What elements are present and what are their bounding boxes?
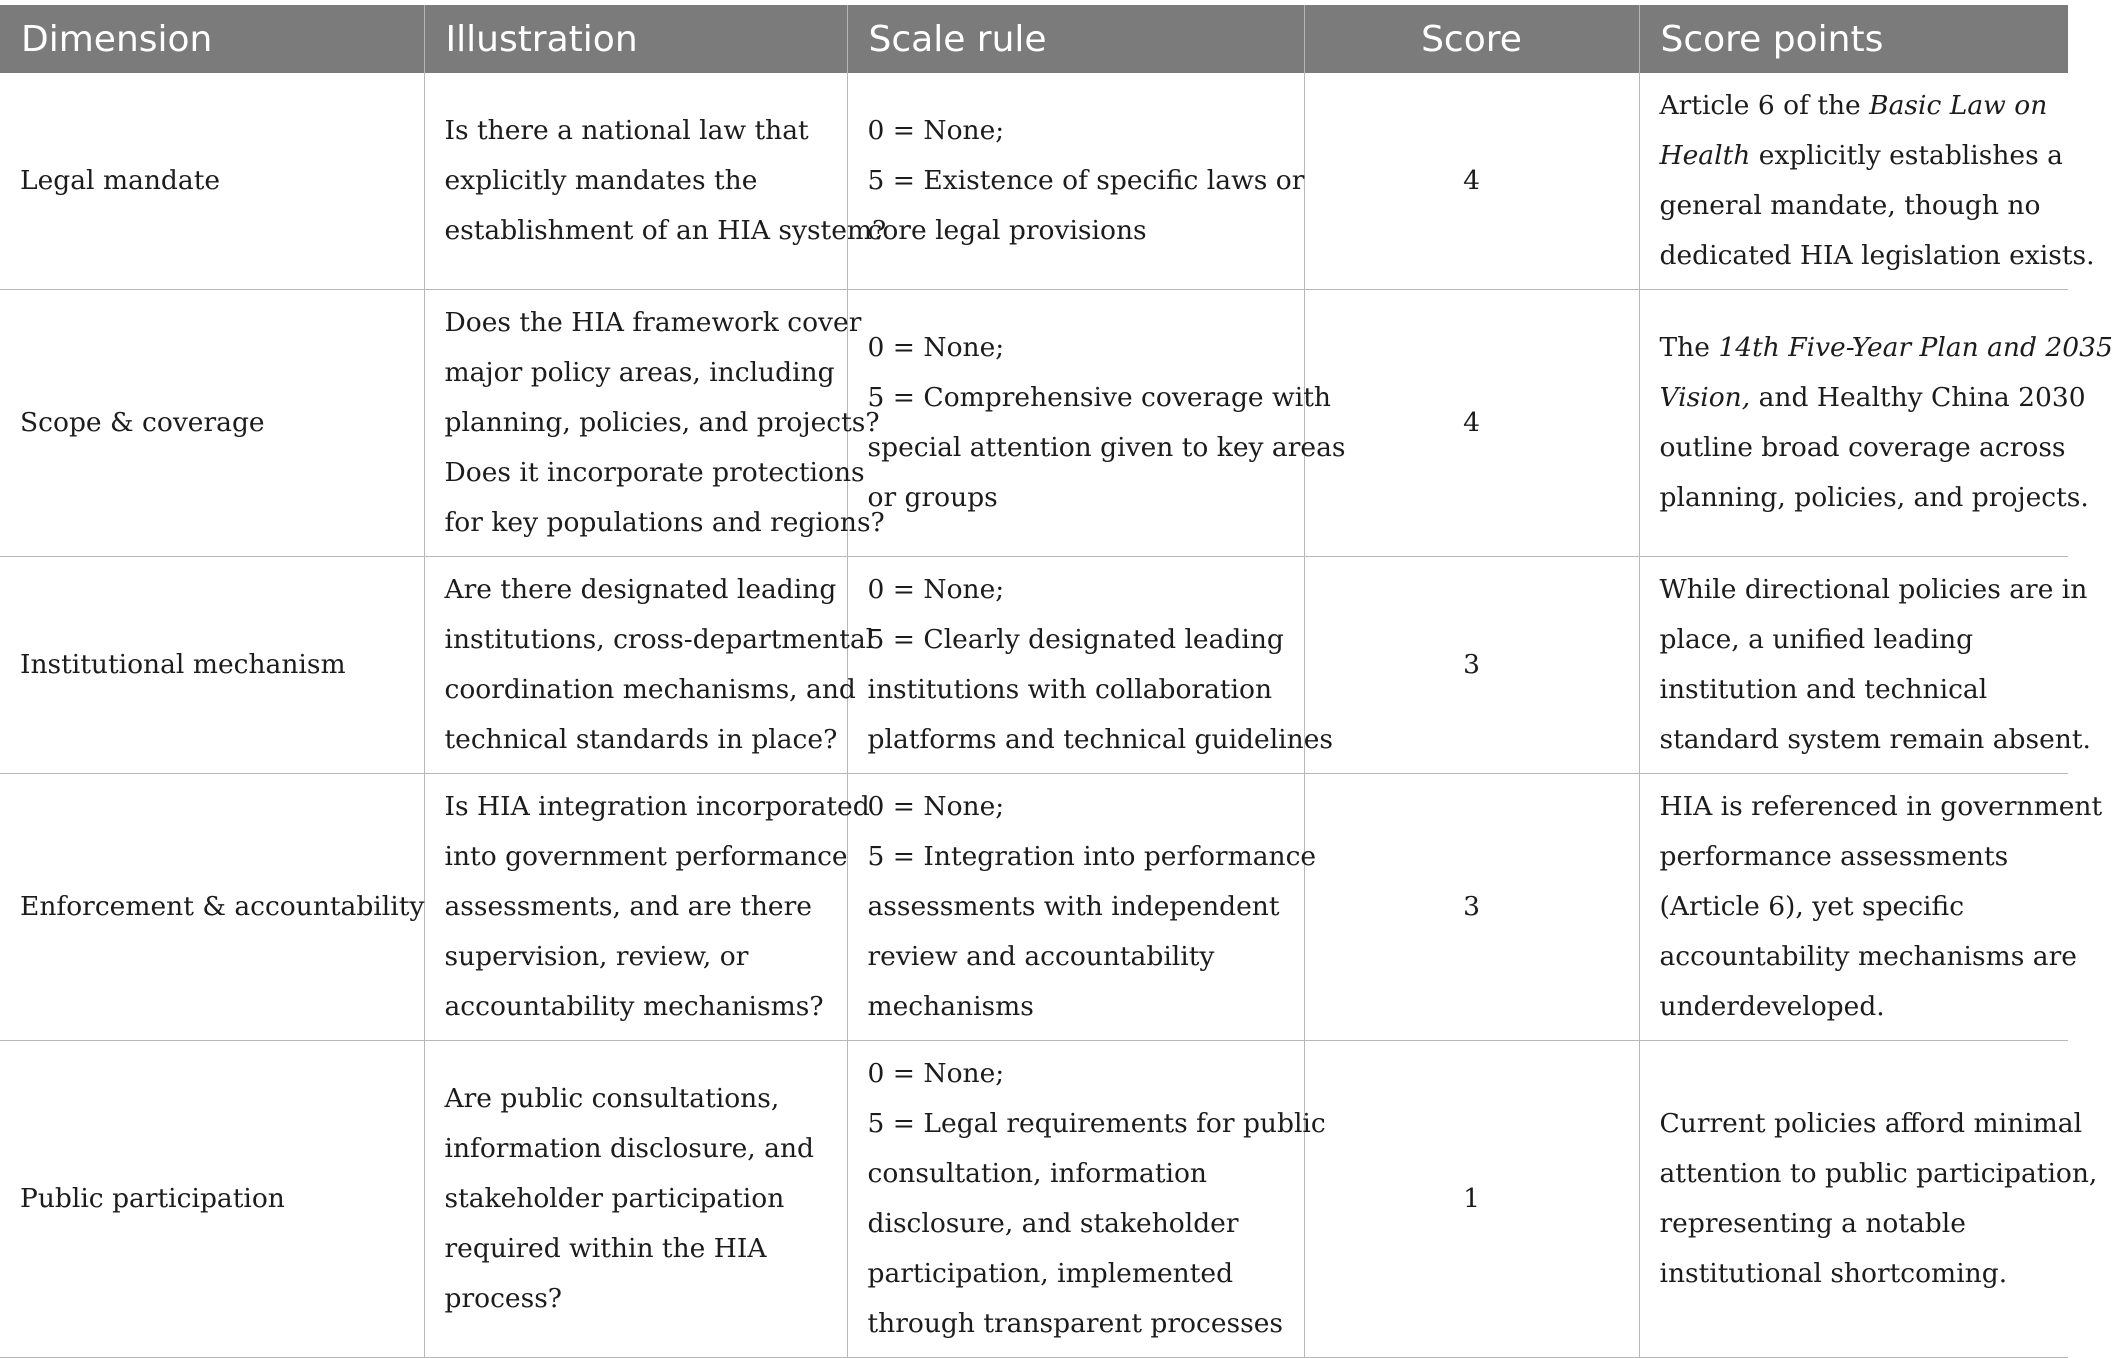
text-line: institutions with collaboration [867,674,1273,705]
cell-scale-rule [847,557,1333,774]
text-line: 0 = None; [867,791,1005,822]
text-run: and Healthy China 2030 [1750,382,2086,413]
text-line: 5 = Existence of specific laws or [867,165,1305,196]
text-line: Is HIA integration incorporated [444,791,870,822]
cell-score: 4 [1304,73,1639,290]
text-line: Current policies afford minimal [1659,1108,2083,1139]
cell-illustration [424,73,887,290]
table-row [0,73,2068,290]
italic-text-run: Vision, [1659,382,1751,413]
text-line: underdeveloped. [1659,991,1885,1022]
text-line [1660,81,2049,131]
text-line: (Article 6), yet specific [1659,891,1965,922]
cell-illustration [424,557,875,774]
cell-dimension: Scope & coverage [0,290,424,557]
table-header [0,5,2068,73]
text-line: process? [444,1283,563,1314]
text-line: accountability mechanisms? [444,991,824,1022]
text-line: 0 = None; [867,115,1005,146]
text-line: representing a notable [1659,1208,1966,1239]
text-line: Are public consultations, [444,1083,780,1114]
text-line [1659,131,2063,181]
text-line: required within the HIA [444,1233,767,1264]
cell-score-points [1639,290,2113,557]
text-line: attention to public participation, [1659,1158,2098,1189]
header-score-points: Score points [1639,5,2068,73]
text-line: for key populations and regions? [444,507,885,538]
text-run: Article 6 of the [1659,90,1870,121]
text-line: technical standards in place? [444,724,838,755]
text-line: 0 = None; [867,332,1005,363]
text-line: accountability mechanisms are [1659,941,2077,972]
text-line: performance assessments [1659,841,2009,872]
text-line: assessments, and are there [444,891,812,922]
text-line: explicitly mandates the [444,165,758,196]
table-row [0,774,2068,1041]
italic-text-run: Health [1659,140,1751,171]
text-line: coordination mechanisms, and [444,674,856,705]
cell-score: 3 [1304,557,1639,774]
text-line: planning, policies, and projects. [1659,482,2089,513]
cell-scale-rule [847,73,1304,290]
header-scale-rule: Scale rule [847,5,1304,73]
header-row [0,5,2068,73]
text-line: major policy areas, including [444,357,835,388]
text-line: institution and technical [1659,674,1988,705]
text-line: mechanisms [867,991,1034,1022]
text-line: supervision, review, or [444,941,749,972]
header-illustration: Illustration [424,5,847,73]
table-container [0,5,2113,1358]
italic-text-run: Basic Law on [1869,90,2048,121]
cell-illustration [424,774,870,1041]
cell-score-points [1639,73,2095,290]
cell-dimension: Institutional mechanism [0,557,424,774]
text-line: consultation, information [867,1158,1207,1189]
text-line: disclosure, and stakeholder [867,1208,1239,1239]
text-line: institutions, cross-departmental [444,624,875,655]
cell-scale-rule [847,290,1346,557]
text-line: through transparent processes [867,1308,1283,1339]
text-line: While directional policies are in [1659,574,2088,605]
text-line: 5 = Clearly designated leading [867,624,1284,655]
text-line: or groups [867,482,998,513]
cell-scale-rule [847,1041,1326,1358]
text-line: institutional shortcoming. [1659,1258,2008,1289]
table-row [0,1041,2068,1358]
text-line: Is there a national law that [444,115,809,146]
text-line: special attention given to key areas [867,432,1346,463]
header-score: Score [1304,5,1639,73]
text-line [1659,323,2113,373]
cell-score-points [1639,1041,2098,1358]
cell-score: 3 [1304,774,1639,1041]
cell-score-points [1639,774,2103,1041]
cell-dimension: Public participation [0,1041,424,1358]
italic-text-run: 14th Five-Year Plan and 2035 [1718,332,2113,363]
text-line: HIA is referenced in government [1659,791,2103,822]
cell-illustration [424,1041,847,1358]
text-line: establishment of an HIA system? [444,215,887,246]
table-body [0,73,2113,1358]
text-line: 5 = Comprehensive coverage with [867,382,1331,413]
text-line: into government performance [444,841,848,872]
text-line: dedicated HIA legislation exists. [1659,240,2095,271]
text-run: explicitly establishes a [1750,140,2063,171]
text-line: platforms and technical guidelines [867,724,1333,755]
text-line: 0 = None; [867,1058,1005,1089]
cell-score: 4 [1304,290,1639,557]
text-run: The [1659,332,1719,363]
hia-assessment-table [0,5,2113,1358]
text-line: planning, policies, and projects? [444,407,880,438]
cell-dimension: Enforcement & accountability [0,774,424,1041]
text-line: general mandate, though no [1659,190,2041,221]
cell-score: 1 [1304,1041,1639,1358]
cell-score-points [1639,557,2091,774]
text-line: 5 = Integration into performance [867,841,1317,872]
text-line: stakeholder participation [444,1183,785,1214]
text-line: 0 = None; [867,574,1005,605]
text-line: standard system remain absent. [1659,724,2091,755]
cell-scale-rule [847,774,1317,1041]
cell-dimension: Legal mandate [0,73,424,290]
header-dimension: Dimension [0,5,424,73]
text-line: Does the HIA framework cover [444,307,862,338]
text-line: assessments with independent [867,891,1280,922]
text-line [1659,373,2086,423]
text-line: information disclosure, and [444,1133,814,1164]
text-line: Are there designated leading [444,574,837,605]
text-line: outline broad coverage across [1659,432,2066,463]
table-row [0,290,2068,557]
text-line: participation, implemented [867,1258,1234,1289]
text-line: Does it incorporate protections [444,457,865,488]
text-line: review and accountability [867,941,1215,972]
table-row [0,557,2068,774]
text-line: place, a unified leading [1659,624,1974,655]
text-line: 5 = Legal requirements for public [867,1108,1326,1139]
cell-illustration [424,290,885,557]
text-line: core legal provisions [867,215,1147,246]
